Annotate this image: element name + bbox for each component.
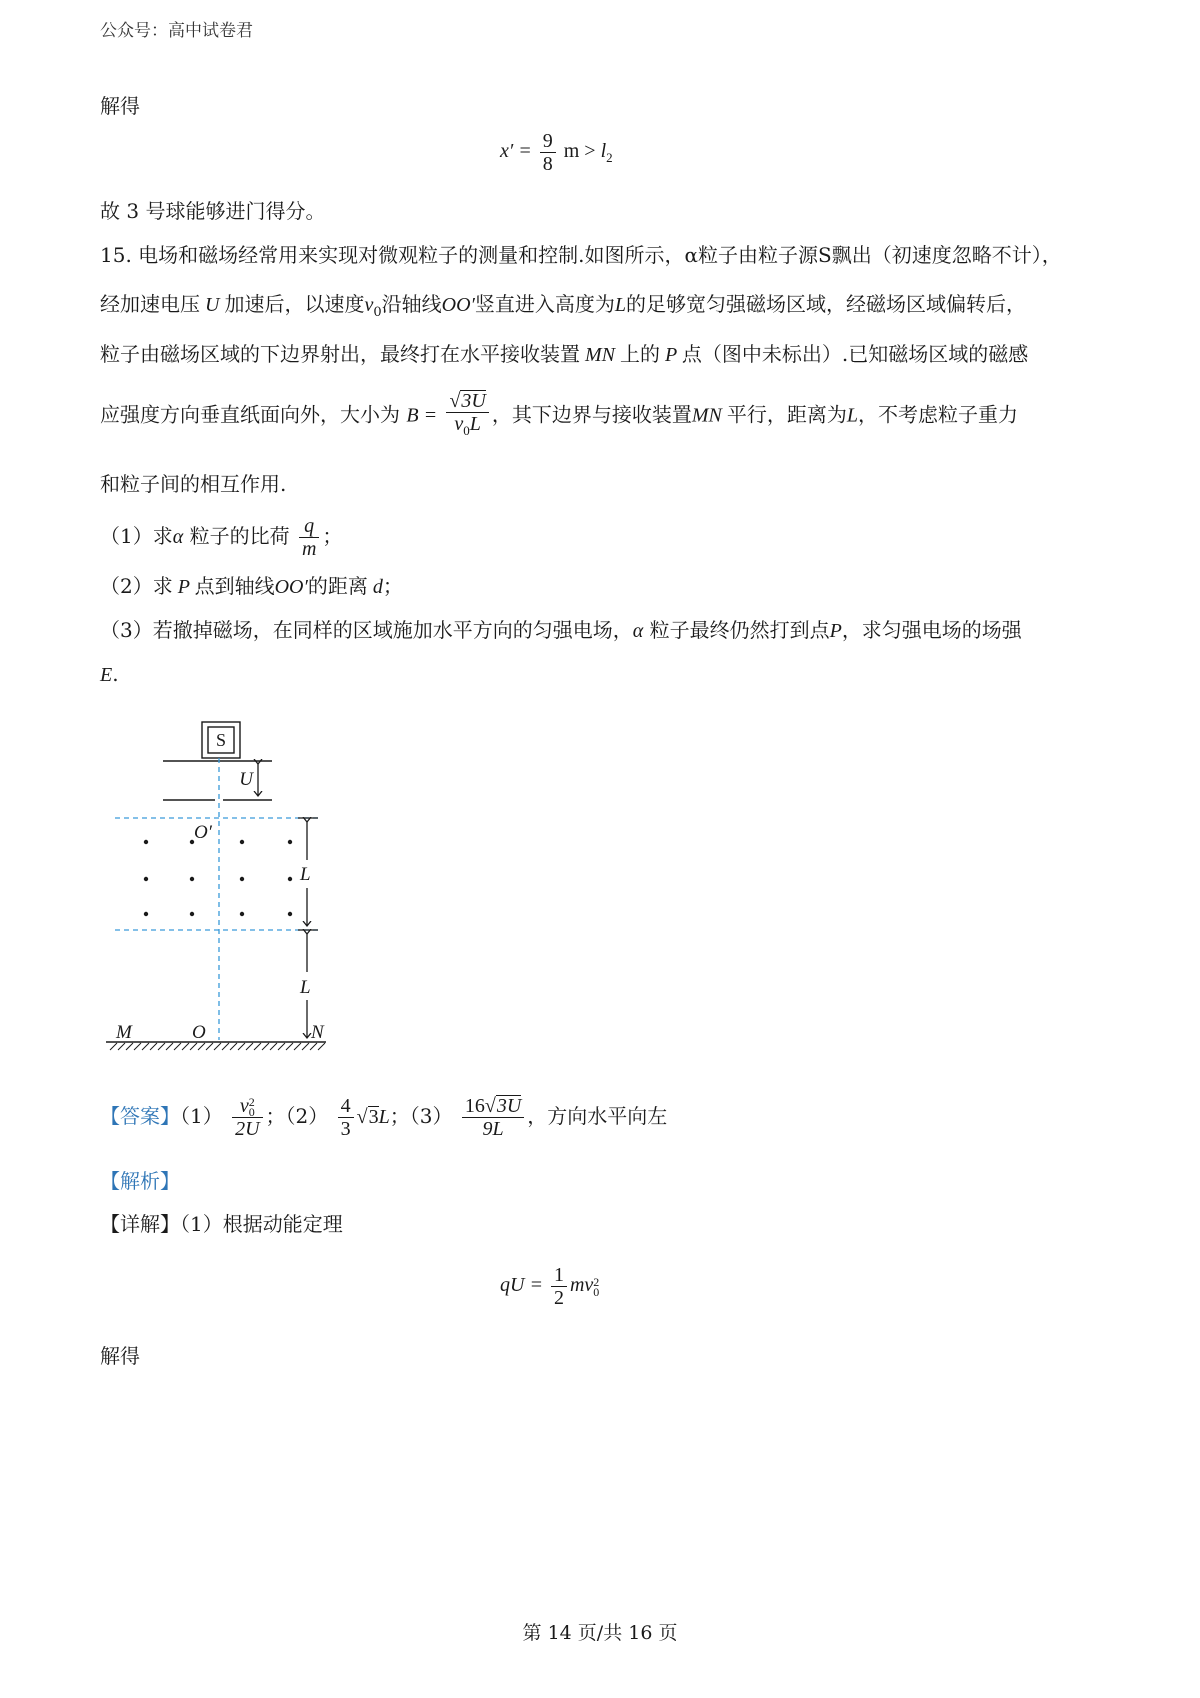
answer-1-fraction: v 2 0 2U — [232, 1095, 262, 1140]
answer-3-fraction: $\frac{16√3U}{9L}$ — [462, 1095, 524, 1140]
solve-label: 解得 — [100, 94, 140, 118]
label-m: M — [116, 1022, 132, 1043]
detail-line: 【详解】（1）根据动能定理 — [100, 1212, 343, 1236]
label-n: N — [311, 1022, 324, 1043]
physics-diagram — [95, 712, 345, 1057]
height-label-1: L — [300, 864, 311, 885]
entry-label: O′ — [194, 822, 212, 843]
problem-line-1: 15. 电场和磁场经常用来实现对微观粒子的测量和控制.如图所示，α粒子由粒子源S飘出（初速度忽略不计）， — [100, 243, 1062, 267]
answer-tag: 【答案】 — [100, 1104, 180, 1129]
question-1: （1）求α 粒子的比荷 $\frac{q}{m}$ ； — [100, 515, 343, 560]
header-source: 公众号：高中试卷君 — [100, 21, 253, 41]
equation-x-prime: x′ = $\frac{9}{8}$ $m > l_2$ — [500, 130, 613, 175]
kinetic-equation: qU = $\frac{1}{2}$ mv 2 0 — [500, 1264, 600, 1309]
analysis-tag: 【解析】 — [100, 1169, 180, 1193]
conclusion-text: 故 3 号球能够进门得分。 — [100, 199, 326, 223]
page-number: 第 14 页/共 16 页 — [522, 1622, 678, 1644]
answer-line: 【答案】（1） v 2 0 2U ；（2） $\frac{4}{3}$ √3L；（3） $\frac{16√3U}{9L}$ ，方向水平向左 — [100, 1095, 668, 1141]
question-3: （3）若撤掉磁场，在同样的区域施加水平方向的匀强电场，α 粒子最终仍然打到点P，求匀强电场的场强 — [100, 618, 1022, 642]
question-2: （2）求 P 点到轴线OO′的距离 d； — [100, 574, 403, 598]
problem-line-2: 经加速电压 U 加速后，以速度$v_0$沿轴线OO′竖直进入高度为L的足够宽匀强磁场区域，经磁场区域偏转后， — [100, 292, 1027, 320]
problem-line-3: 粒子由磁场区域的下边界射出，最终打在水平接收装置 MN 上的 P 点（图中未标出）.已知磁场区域的磁感 — [100, 342, 1029, 366]
question-3-cont: E. — [100, 662, 119, 686]
problem-line-4: 应强度方向垂直纸面向外，大小为 B = $\frac{√3U}{v_0L}$ ，其下边界与接收装置MN 平行，距离为L，不考虑粒子重力 — [100, 390, 1018, 442]
voltage-label: U — [239, 769, 253, 790]
b-field-fraction: $\frac{√3U}{v_0L}$ — [446, 390, 488, 442]
problem-line-5: 和粒子间的相互作用. — [100, 472, 287, 496]
ground-hatch — [110, 1043, 325, 1050]
source-label: S — [215, 730, 227, 750]
label-o: O — [192, 1022, 206, 1043]
height-label-2: L — [300, 977, 311, 998]
solve-label-2: 解得 — [100, 1344, 140, 1368]
field-dots — [144, 840, 292, 916]
